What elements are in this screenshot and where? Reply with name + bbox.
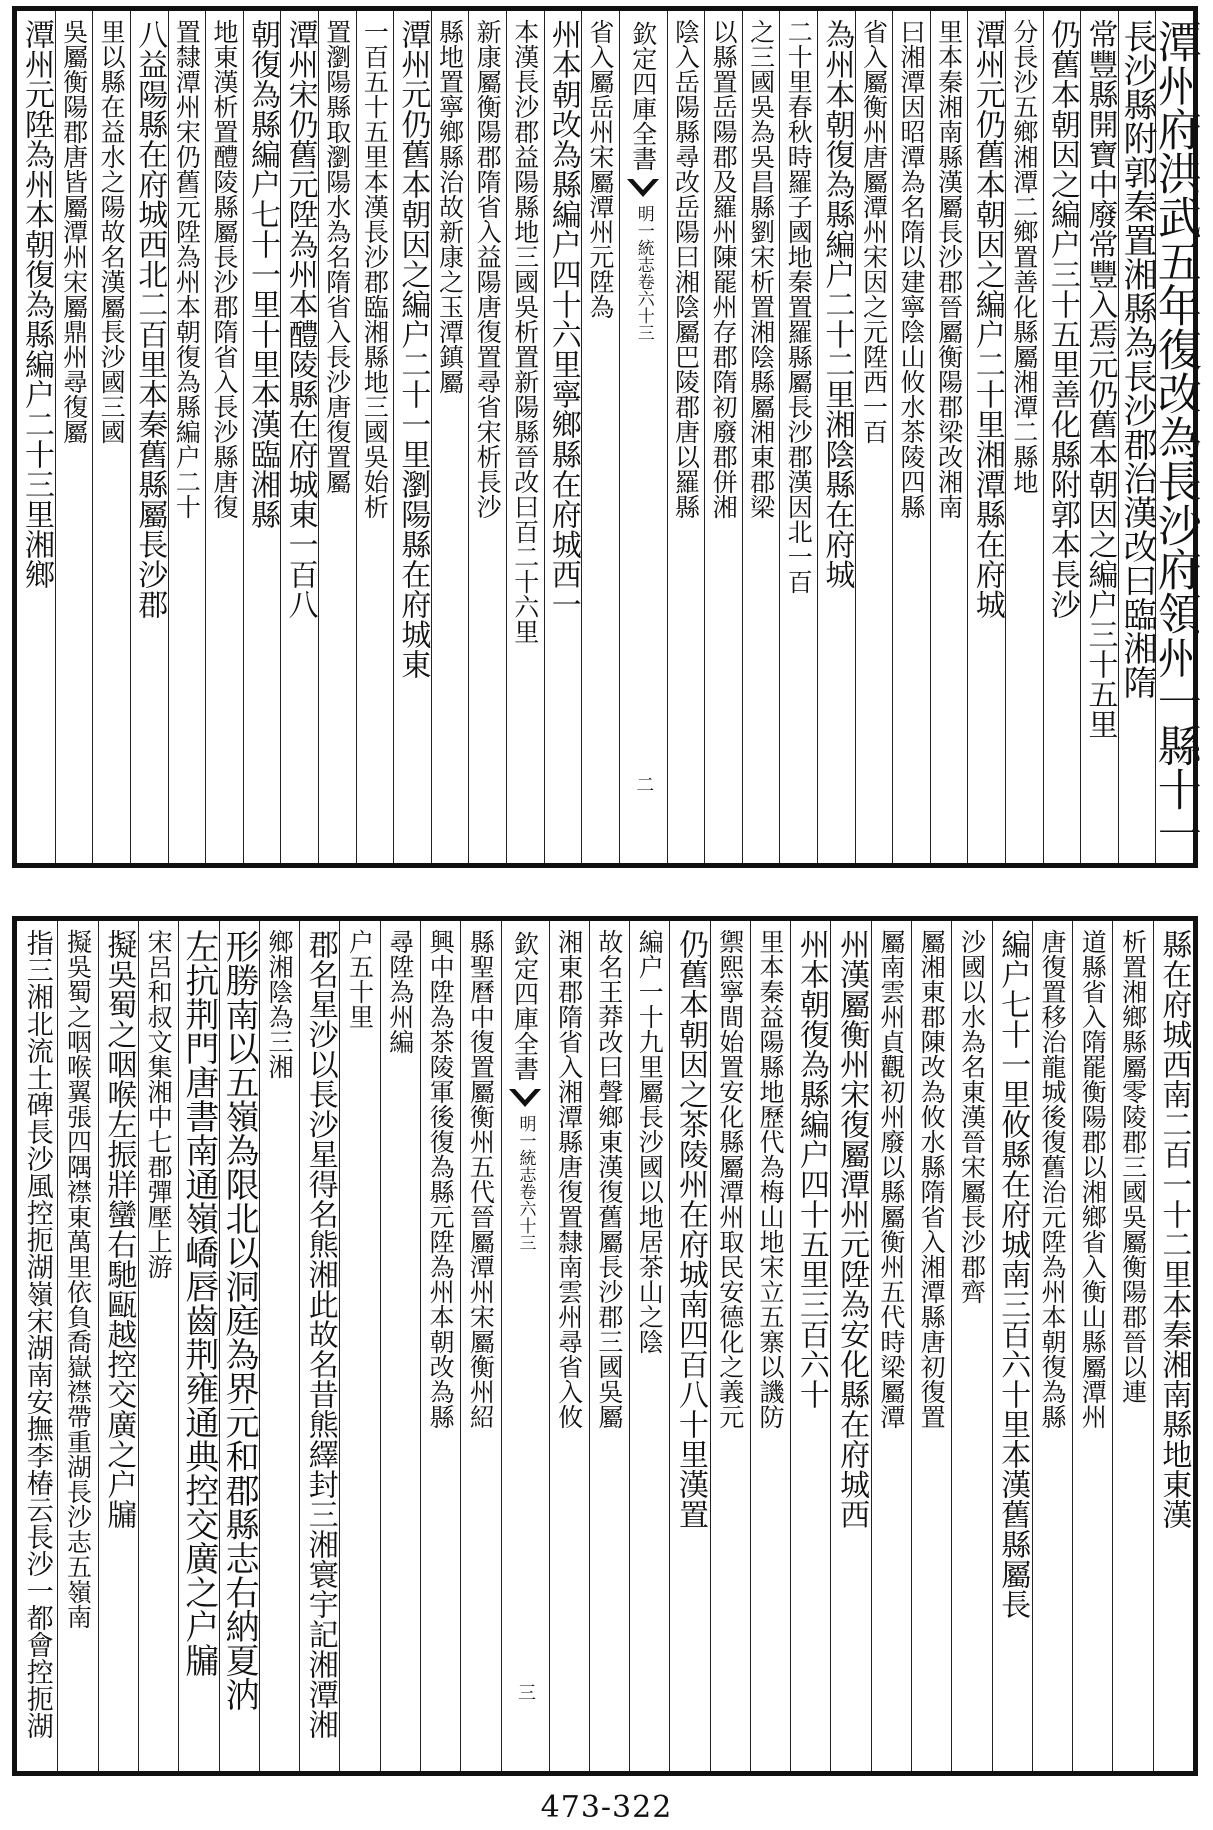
- text-column: [168, 11, 206, 863]
- text-column: [468, 11, 506, 863]
- column-text: 仍舊本朝因之茶陵州在府城南四百八十里漢置: [672, 929, 708, 1529]
- column-text: 左抗荆門唐書南通嶺嶠唇齒荆雍通典控交廣之户牖: [178, 929, 219, 1677]
- column-text: 地東漢析置醴陵縣屬長沙郡隋省入長沙縣唐復: [209, 19, 239, 519]
- column-text: 新康屬衡陽郡隋省入益陽唐復置尋省宋析長沙: [473, 19, 503, 519]
- volume-label: 卷六十三: [515, 1183, 536, 1251]
- column-text: 尋陞為州編: [385, 929, 415, 1054]
- text-column: [299, 921, 339, 1771]
- column-text: 沙國以水為名東漢晉宋屬長沙郡齊: [957, 929, 987, 1304]
- column-text: 八益陽縣在府城西北二百里本秦舊縣屬長沙郡: [132, 19, 168, 619]
- column-text: 縣聖曆中復置屬衡州五代晉屬潭州宋屬衡州紹: [466, 929, 496, 1429]
- column-text: 置隸潭州宋仍舊元陞為州本朝復為縣編户二十: [172, 19, 202, 519]
- text-column: [431, 11, 469, 863]
- column-text: 指三湘北流土碑長沙風控扼湖嶺宋湖南安撫李椿云長沙一都會控扼湖: [21, 929, 53, 1739]
- column-text: 潭州府洪武五年復改為長沙府領州一縣十一: [1149, 19, 1201, 855]
- column-text: 二十里春秋時羅子國地秦置羅縣屬長沙郡漢因北一百: [784, 19, 814, 594]
- column-text: 編户七十一里攸縣在府城南三百六十里本漢舊縣屬長: [995, 929, 1031, 1619]
- column-text: 編户一十九里屬長沙國以地居茶山之陰: [635, 929, 665, 1354]
- column-text: 潭州元仍舊本朝因之編户二十里湘潭縣在府城: [969, 19, 1005, 619]
- text-column: [17, 11, 55, 863]
- center-fold-column: [619, 11, 667, 863]
- column-text: 之三國吳為吳昌縣劉宋析置湘陰縣屬湘東郡梁: [746, 19, 776, 519]
- column-text: 興中陞為茶陵軍後復為縣元陞為州本朝改為縣: [426, 929, 456, 1429]
- text-column: [992, 921, 1032, 1771]
- center-fold-column: [501, 921, 549, 1771]
- column-text: 置瀏陽縣取瀏陽水為名隋省入長沙唐復置屬: [322, 19, 352, 494]
- text-column: [629, 921, 669, 1771]
- volume-label: 卷六十三: [633, 273, 654, 341]
- text-column: [17, 921, 57, 1771]
- fish-tail-mark: [626, 177, 660, 199]
- column-text: 擬吳蜀之咽喉左振牂蠻右馳甌越控交廣之户牖: [101, 929, 137, 1529]
- column-text: 唐復置移治龍城後復舊治元陞為州本朝復為縣: [1038, 929, 1068, 1429]
- column-text: 一百五十五里本漢長沙郡臨湘縣地三國吳始析: [360, 19, 390, 519]
- column-text: 常豐縣開寶中廢常豐入焉元仍舊本朝因之編户三十五里: [1082, 19, 1118, 739]
- text-column: [380, 921, 420, 1771]
- fish-tail-mark: [508, 1087, 542, 1109]
- column-text: 析置湘鄉縣屬零陵郡三國吳屬衡陽郡晉以連: [1118, 929, 1148, 1404]
- text-column: [280, 11, 318, 863]
- text-column: [98, 921, 138, 1771]
- column-text: 里以縣在益水之陽故名漢屬長沙國三國: [97, 19, 127, 444]
- column-text: 形勝南以五嶺為限北以洞庭為界元和郡縣志右納夏汭: [219, 929, 260, 1711]
- column-text: 屬湘東郡陳改為攸水縣隋省入湘潭縣唐初復置: [917, 929, 947, 1429]
- text-column: [930, 11, 968, 863]
- text-column: [750, 921, 790, 1771]
- column-text: 故名王莽改曰聲鄉東漢復舊屬長沙郡三國吳屬: [594, 929, 624, 1429]
- column-text: 仍舊本朝因之編户三十五里善化縣附郭本長沙: [1044, 19, 1080, 619]
- column-text: 州本朝復為縣編户四十五里三百六十: [793, 929, 829, 1409]
- upper-page: [12, 6, 1201, 868]
- column-text: 里本秦益陽縣地歷代為梅山地宋立五寨以譏防: [756, 929, 786, 1429]
- text-column: [581, 11, 619, 863]
- text-column: [1153, 921, 1193, 1771]
- column-text: 鄉湘陰為三湘: [264, 929, 294, 1079]
- text-column: [589, 921, 629, 1771]
- text-column: [1072, 921, 1112, 1771]
- text-column: [704, 11, 742, 863]
- text-column: [259, 921, 299, 1771]
- column-text: 陰入岳陽縣尋改岳陽曰湘陰屬巴陵郡唐以羅縣: [671, 19, 701, 519]
- column-text: 朝復為縣編户七十一里十里本漢臨湘縣: [245, 19, 281, 529]
- text-column: [420, 921, 460, 1771]
- column-text: 湘東郡隋省入湘潭縣唐復置隸南雲州尋省入攸: [554, 929, 584, 1429]
- text-column: [544, 11, 582, 863]
- column-text: 縣在府城西南二百一十二里本秦湘南縣地東漢: [1156, 929, 1192, 1529]
- text-column: [178, 921, 218, 1771]
- text-column: [549, 921, 589, 1771]
- text-column: [393, 11, 431, 863]
- column-text: 户五十里: [345, 929, 375, 1029]
- text-column: [710, 921, 750, 1771]
- text-column: [1043, 11, 1081, 863]
- text-column: [742, 11, 780, 863]
- book-subtitle: 明一統志: [633, 205, 654, 273]
- upper-columns: [17, 11, 1201, 863]
- column-text: 里本秦湘南縣漢屬長沙郡晉屬衡陽郡梁改湘南: [934, 19, 964, 519]
- column-text: 以縣置岳陽郡及羅州陳罷州存郡隋初廢郡併湘: [709, 19, 739, 519]
- book-subtitle: 明一統志: [515, 1115, 536, 1183]
- text-column: [830, 921, 870, 1771]
- text-column: [855, 11, 893, 863]
- text-column: [1080, 11, 1118, 863]
- text-column: [318, 11, 356, 863]
- text-column: [871, 921, 911, 1771]
- column-text: 道縣省入隋罷衡陽郡以湘鄉省入衡山縣屬潭州: [1078, 929, 1108, 1429]
- column-text: 宋呂和叔文集湘中七郡彈壓上游: [144, 929, 174, 1279]
- page-number: 473-322: [540, 1790, 673, 1825]
- column-text: 州本朝改為縣編户四十六里寧鄉縣在府城西一: [545, 19, 581, 619]
- text-column: [779, 11, 817, 863]
- column-text: 屬南雲州貞觀初州廢以縣屬衡州五代時梁屬潭: [876, 929, 906, 1429]
- text-column: [138, 921, 178, 1771]
- column-text: 長沙縣附郭秦置湘縣為長沙郡治漢改曰臨湘隋: [1117, 19, 1158, 699]
- column-text: 分長沙五鄉湘潭二鄉置善化縣屬湘潭二縣地: [1009, 19, 1039, 494]
- text-column: [205, 11, 243, 863]
- text-column: [506, 11, 544, 863]
- book-title: 欽定四庫全書: [510, 931, 540, 1081]
- text-column: [339, 921, 379, 1771]
- text-column: [911, 921, 951, 1771]
- column-text: 州漢屬衡州宋復屬潭州元陞為安化縣在府城西: [834, 929, 870, 1529]
- lower-columns: [17, 921, 1193, 1771]
- text-column: [130, 11, 168, 863]
- column-text: 潭州元陞為州本朝復為縣編户二十三里湘鄉: [18, 19, 54, 589]
- column-text: 省入屬岳州宋屬潭州元陞為: [585, 19, 615, 319]
- text-column: [1032, 921, 1072, 1771]
- column-text: 本漢長沙郡益陽縣地三國吳析置新陽縣晉改曰百二十六里: [510, 19, 540, 644]
- book-title: 欽定四庫全書: [628, 21, 658, 171]
- text-column: [951, 921, 991, 1771]
- text-column: [356, 11, 394, 863]
- column-text: 郡名星沙以長沙星得名熊湘此故名昔熊繹封三湘寰宇記湘潭湘: [302, 929, 338, 1739]
- text-column: [1005, 11, 1043, 863]
- text-column: [892, 11, 930, 863]
- text-column: [1112, 921, 1152, 1771]
- column-text: 曰湘潭因昭潭為名隋以建寧陰山攸水茶陵四縣: [897, 19, 927, 519]
- folio-number: 二: [633, 775, 655, 793]
- text-column: [219, 921, 259, 1771]
- column-text: 省入屬衡州唐屬潭州宋因之元陞西一百: [859, 19, 889, 444]
- text-column: [667, 11, 705, 863]
- folio-number: 三: [515, 1683, 536, 1701]
- column-text: 吳屬衡陽郡唐皆屬潭州宋屬鼎州尋復屬: [59, 19, 89, 444]
- text-column: [92, 11, 130, 863]
- column-text: 擬吳蜀之咽喉翼張四隅襟東萬里依負喬嶽襟帶重湖長沙志五嶺南: [63, 929, 93, 1629]
- text-column: [790, 921, 830, 1771]
- text-column: [967, 11, 1005, 863]
- column-text: 禦熙寧間始置安化縣屬潭州取民安德化之義元: [715, 929, 745, 1429]
- lower-page: [12, 916, 1198, 1776]
- text-column: [1149, 11, 1201, 863]
- text-column: [460, 921, 500, 1771]
- text-column: [55, 11, 93, 863]
- text-column: [669, 921, 709, 1771]
- column-text: 潭州宋仍舊元陞為州本醴陵縣在府城東一百八: [282, 19, 318, 619]
- column-text: 為州本朝復為縣編户二十二里湘陰縣在府城: [819, 19, 855, 589]
- text-column: [57, 921, 97, 1771]
- column-text: 潭州元仍舊本朝因之編户二十一里瀏陽縣在府城東: [395, 19, 431, 679]
- column-text: 縣地置寧鄉縣治故新康之玉潭鎮屬: [435, 19, 465, 394]
- text-column: [243, 11, 281, 863]
- text-column: [817, 11, 855, 863]
